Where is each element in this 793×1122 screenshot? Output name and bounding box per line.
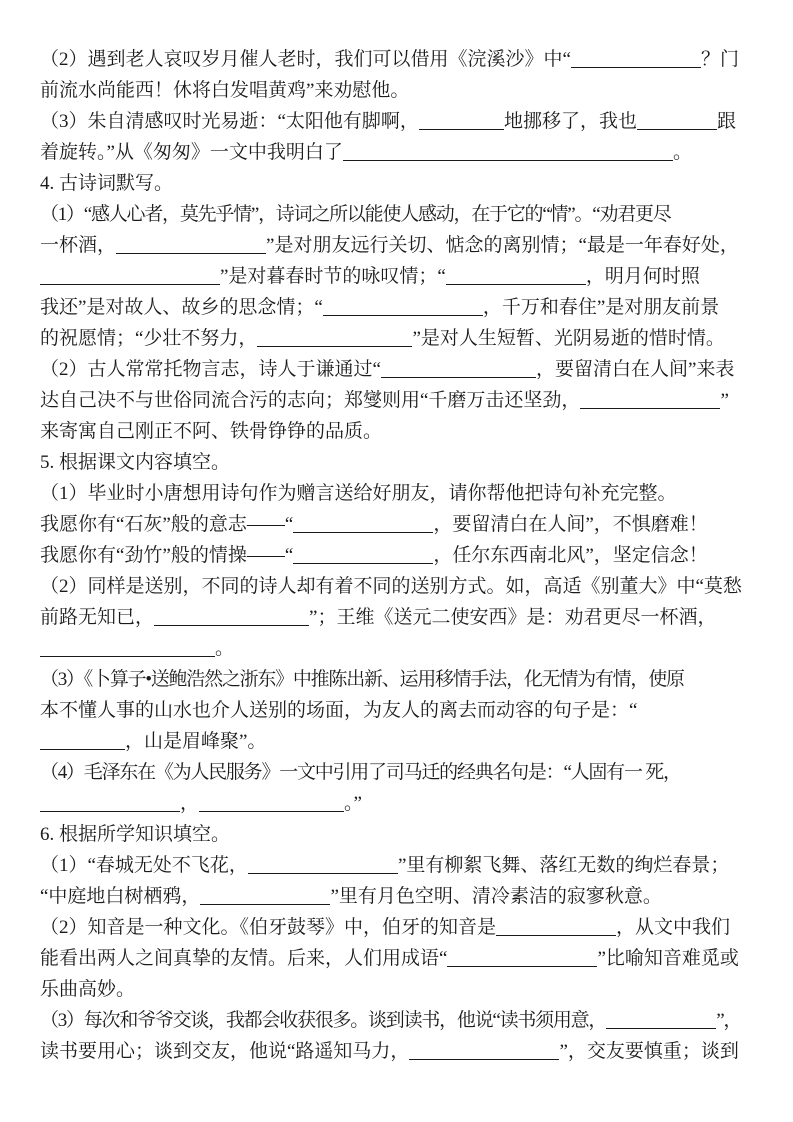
text-line — [40, 664, 757, 695]
text-segment: （1）“感人心者，莫先乎情”，诗词之所以能使人感动，在于它的“情”。“劝君更尽 — [40, 204, 671, 225]
text-line — [40, 106, 757, 137]
text-segment: （3）朱自清感叹时光易逝：“太阳他有脚啊， — [40, 111, 419, 132]
fill-in-blank — [40, 653, 215, 657]
text-line — [40, 881, 757, 912]
text-segment: ， — [180, 793, 200, 814]
text-segment: ，从文中我们 — [616, 917, 731, 938]
text-line — [40, 1005, 757, 1036]
text-segment: 。 — [215, 638, 235, 659]
text-line — [40, 447, 757, 478]
text-segment: 乐曲高妙。 — [40, 979, 136, 1000]
text-segment: ，要留清白在人间”，不惧磨难！ — [433, 514, 708, 535]
fill-in-blank — [116, 250, 266, 254]
text-line — [40, 602, 757, 633]
text-segment: 6. 根据所学知识填空。 — [40, 824, 231, 845]
text-segment: ”；王维《送元二使安西》是：劝君更尽一杯酒， — [309, 607, 717, 628]
text-segment: （4）毛泽东在《为人民服务》一文中引用了司马迁的经典名句是：“人固有一 死， — [40, 762, 681, 783]
fill-in-blank — [447, 963, 597, 967]
text-segment: ”是对朋友远行关切、惦念的离别情；“最是一年春好处， — [266, 235, 739, 256]
text-segment: 4. 古诗词默写。 — [40, 173, 174, 194]
fill-in-blank — [381, 374, 536, 378]
text-line — [40, 199, 757, 230]
text-segment: 跟 — [716, 111, 736, 132]
text-segment: 前流水尚能西！休将白发唱黄鸡”来劝慰他。 — [40, 80, 410, 101]
text-line — [40, 912, 757, 943]
fill-in-blank — [40, 746, 125, 750]
document-content — [40, 44, 757, 1067]
text-line — [40, 788, 757, 819]
fill-in-blank — [154, 622, 309, 626]
text-segment: （3）《卜算子•送鲍浩然之浙东》中推陈出新、运用移情手法，化无情为有情，使原 — [40, 669, 684, 690]
text-line — [40, 974, 757, 1005]
text-segment: 的祝愿情；“少壮不努力， — [40, 328, 258, 349]
text-line — [40, 478, 757, 509]
text-segment: 本不懂人事的山水也介人送别的场面，为友人的离去而动容的句子是：“ — [40, 700, 638, 721]
text-line — [40, 943, 757, 974]
text-segment: 来寄寓自己刚正不阿、铁骨铮铮的品质。 — [40, 421, 383, 442]
text-segment: （2）古人常常托物言志，诗人于谦通过“ — [40, 359, 381, 380]
fill-in-blank — [248, 870, 398, 874]
fill-in-blank — [293, 560, 433, 564]
text-line — [40, 168, 757, 199]
text-segment: ，任尔东西南北风”，坚定信念！ — [433, 545, 708, 566]
fill-in-blank — [496, 932, 616, 936]
text-segment: 能看出两人之间真挚的友情。后来，人们用成语“ — [40, 948, 448, 969]
text-segment: ”里有月色空明、清冷素洁的寂寥秋意。 — [330, 886, 662, 907]
text-line — [40, 1036, 757, 1067]
text-line — [40, 571, 757, 602]
text-line — [40, 416, 757, 447]
text-segment: ，要留清白在人间”来表 — [535, 359, 735, 380]
fill-in-blank — [606, 1025, 716, 1029]
text-segment: ，千万和春住”是对朋友前景 — [482, 297, 720, 318]
text-segment: 我愿你有“劲竹”般的情操——“ — [40, 545, 294, 566]
text-line — [40, 75, 757, 106]
fill-in-blank — [343, 157, 673, 161]
fill-in-blank — [257, 343, 412, 347]
text-segment: ”是对暮春时节的咏叹情；“ — [220, 266, 446, 287]
text-line — [40, 385, 757, 416]
fill-in-blank — [409, 1056, 559, 1060]
text-segment: ”，交友要慎重；谈到 — [559, 1041, 739, 1062]
text-segment: （1）“春城无处不飞花， — [40, 855, 248, 876]
fill-in-blank — [419, 126, 504, 130]
text-segment: （3）每次和爷爷交谈，我都会收获很多。谈到读书，他说“读书须用意， — [40, 1010, 607, 1031]
text-line — [40, 757, 757, 788]
fill-in-blank — [199, 808, 344, 812]
text-line — [40, 230, 757, 261]
text-segment: ” — [720, 390, 729, 411]
fill-in-blank — [580, 405, 720, 409]
fill-in-blank — [571, 64, 701, 68]
text-segment: 5. 根据课文内容填空。 — [40, 452, 231, 473]
fill-in-blank — [200, 901, 330, 905]
text-segment: ”， — [716, 1010, 742, 1031]
text-segment: ”是对人生短暂、光阴易逝的惜时情。 — [412, 328, 725, 349]
fill-in-blank — [40, 808, 180, 812]
text-line — [40, 323, 757, 354]
text-segment: ”比喻知音难觅或 — [597, 948, 739, 969]
text-segment: 地挪移了，我也 — [503, 111, 637, 132]
text-segment: ”里有柳絮飞舞、落红无数的绚烂春景； — [397, 855, 730, 876]
text-line — [40, 354, 757, 385]
text-segment: 。 — [672, 142, 692, 163]
fill-in-blank — [40, 281, 220, 285]
text-line — [40, 819, 757, 850]
text-segment: 前路无知已， — [40, 607, 155, 628]
text-line — [40, 726, 757, 757]
text-segment: 我还”是对故人、故乡的思念情；“ — [40, 297, 323, 318]
text-line — [40, 509, 757, 540]
text-segment: ，明月何时照 — [585, 266, 700, 287]
text-segment: 达自己决不与世俗同流合污的志向；郑燮则用“千磨万击还坚劲， — [40, 390, 581, 411]
text-line — [40, 540, 757, 571]
text-segment: ，山是眉峰聚”。 — [125, 731, 267, 752]
fill-in-blank — [446, 281, 586, 285]
text-segment: （1）毕业时小唐想用诗句作为赠言送给好朋友，请你帮他把诗句补充完整。 — [40, 483, 677, 504]
fill-in-blank — [637, 126, 717, 130]
text-line — [40, 261, 757, 292]
text-segment: （2）同样是送别，不同的诗人却有着不同的送别方式。如，高适《别董大》中“莫愁 — [40, 576, 742, 597]
text-segment: 一杯酒， — [40, 235, 117, 256]
text-segment: 读书要用心；谈到交友，他说“路遥知马力， — [40, 1041, 410, 1062]
text-segment: （2）遇到老人哀叹岁月催人老时，我们可以借用《浣溪沙》中“ — [40, 49, 571, 70]
text-line — [40, 44, 757, 75]
text-segment: 着旋转。”从《匆匆》一文中我明白了 — [40, 142, 343, 163]
text-segment: “中庭地白树栖鸦， — [40, 886, 201, 907]
text-segment: ？门 — [700, 49, 739, 70]
fill-in-blank — [293, 529, 433, 533]
text-segment: （2）知音是一种文化。《伯牙鼓琴》中，伯牙的知音是 — [40, 917, 497, 938]
text-line — [40, 292, 757, 323]
text-segment: 。” — [344, 793, 362, 814]
text-line — [40, 695, 757, 726]
text-line — [40, 850, 757, 881]
text-segment: 我愿你有“石灰”般的意志——“ — [40, 514, 294, 535]
fill-in-blank — [323, 312, 483, 316]
text-line — [40, 633, 757, 664]
text-line — [40, 137, 757, 168]
